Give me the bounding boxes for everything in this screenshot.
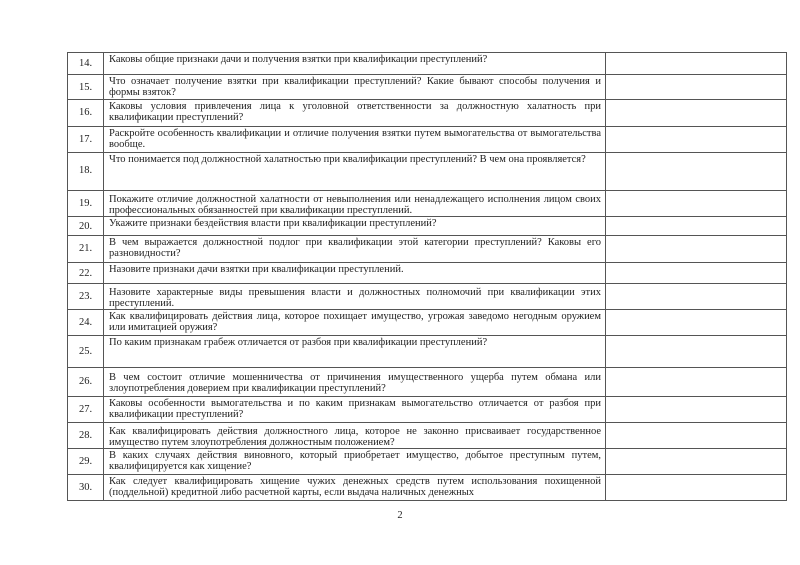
row-number: 24. [68, 310, 104, 336]
answer-cell [606, 153, 787, 191]
table-row [68, 310, 787, 336]
answer-cell [606, 423, 787, 449]
table-row [68, 100, 787, 127]
answer-cell [606, 53, 787, 75]
row-number: 17. [68, 127, 104, 153]
answer-cell [606, 310, 787, 336]
question-text: Укажите признаки бездействия власти при квалификации преступлений? [104, 217, 606, 236]
row-number: 27. [68, 397, 104, 423]
table-row [68, 236, 787, 263]
answer-cell [606, 100, 787, 127]
table-row [68, 423, 787, 449]
question-text: Каковы особенности вымогательства и по каким признакам вымогательство отличается от разбоя при квалификации преступлений? [104, 397, 606, 423]
table-row [68, 127, 787, 153]
table-row [68, 263, 787, 284]
answer-cell [606, 263, 787, 284]
question-text: По каким признакам грабеж отличается от разбоя при квалификации преступлений? [104, 336, 606, 368]
table-row [68, 217, 787, 236]
row-number: 15. [68, 75, 104, 100]
row-number: 26. [68, 368, 104, 397]
question-text: Что означает получение взятки при квалификации преступлений? Какие бывают способы получения и формы взяток? [104, 75, 606, 100]
row-number: 28. [68, 423, 104, 449]
question-text: Каковы условия привлечения лица к уголовной ответственности за должностную халатность при квалификации преступлений? [104, 100, 606, 127]
page-number: 2 [397, 510, 403, 521]
row-number: 30. [68, 475, 104, 501]
question-text: Как квалифицировать действия лица, которое похищает имущество, угрожая заведомо негодным оружием или имитацией оружия? [104, 310, 606, 336]
row-number: 16. [68, 100, 104, 127]
answer-cell [606, 284, 787, 310]
answer-cell [606, 449, 787, 475]
row-number: 19. [68, 191, 104, 217]
table-row [68, 368, 787, 397]
table-row [68, 284, 787, 310]
question-text: Раскройте особенность квалификации и отличие получения взятки путем вымогательства от вымогательства вообще. [104, 127, 606, 153]
table-row [68, 449, 787, 475]
question-text: В чем выражается должностной подлог при квалификации этой категории преступлений? Каковы его разновидности? [104, 236, 606, 263]
questions-table [67, 52, 787, 501]
question-text: Покажите отличие должностной халатности от невыполнения или ненадлежащего исполнения лицом своих профессиональных обязанностей при квалификации преступлений. [104, 191, 606, 217]
answer-cell [606, 236, 787, 263]
answer-cell [606, 336, 787, 368]
question-text: Назовите характерные виды превышения власти и должностных полномочий при квалификации этих преступлений. [104, 284, 606, 310]
question-text: В чем состоит отличие мошенничества от причинения имущественного ущерба путем обмана или злоупотребления доверием при квалификации преступлений? [104, 368, 606, 397]
answer-cell [606, 475, 787, 501]
answer-cell [606, 75, 787, 100]
question-text: В каких случаях действия виновного, который приобретает имущество, добытое преступным путем, квалифицируется как хищение? [104, 449, 606, 475]
table-row [68, 397, 787, 423]
table-row [68, 475, 787, 501]
table-row [68, 153, 787, 191]
row-number: 18. [68, 153, 104, 191]
row-number: 20. [68, 217, 104, 236]
row-number: 23. [68, 284, 104, 310]
row-number: 29. [68, 449, 104, 475]
answer-cell [606, 217, 787, 236]
question-text: Назовите признаки дачи взятки при квалификации преступлений. [104, 263, 606, 284]
table-row [68, 53, 787, 75]
row-number: 22. [68, 263, 104, 284]
table-row [68, 191, 787, 217]
row-number: 14. [68, 53, 104, 75]
answer-cell [606, 191, 787, 217]
answer-cell [606, 368, 787, 397]
table-row [68, 336, 787, 368]
row-number: 21. [68, 236, 104, 263]
answer-cell [606, 127, 787, 153]
answer-cell [606, 397, 787, 423]
question-text: Каковы общие признаки дачи и получения взятки при квалификации преступлений? [104, 53, 606, 75]
row-number: 25. [68, 336, 104, 368]
question-text: Как квалифицировать действия должностного лица, которое не законно присваивает государственное имущество путем злоупотребления должностным положением? [104, 423, 606, 449]
table-row [68, 75, 787, 100]
question-text: Как следует квалифицировать хищение чужих денежных средств путем использования похищенной (поддельной) кредитной либо расчетной карты, если выдача наличных денежных [104, 475, 606, 501]
question-text: Что понимается под должностной халатностью при квалификации преступлений? В чем она проявляется? [104, 153, 606, 191]
